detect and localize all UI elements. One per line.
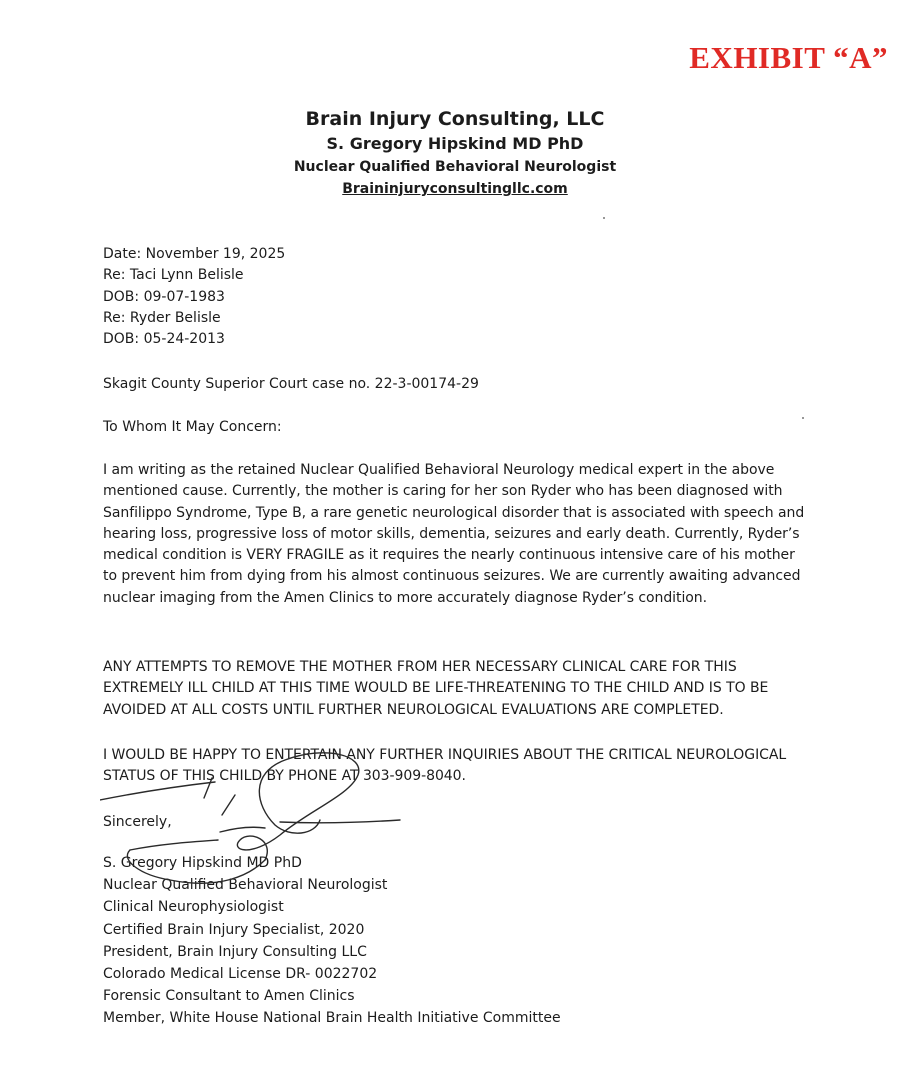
signer-credential-6: Forensic Consultant to Amen Clinics (103, 988, 355, 1005)
re-line-mother: Re: Taci Lynn Belisle (103, 267, 244, 284)
body-paragraph-2: ANY ATTEMPTS TO REMOVE THE MOTHER FROM HER NECESSARY CLINICAL CARE FOR THIS EXTREMELY ILL CHILD AT THIS TIME WOULD BE LIFE-THREATENING TO THE CHILD AND IS TO BE AVOIDED AT ALL COSTS UNTIL FURTHER NEUROLOGICAL EVALUATIONS ARE COMPLETED. (103, 659, 769, 718)
website-link[interactable]: Braininjuryconsultingllc.com (342, 181, 568, 197)
salutation: To Whom It May Concern: (103, 419, 282, 435)
case-number: Skagit County Superior Court case no. 22-3-00174-29 (103, 376, 479, 392)
signer-credential-2: Clinical Neurophysiologist (103, 899, 284, 916)
signer-credential-7: Member, White House National Brain Health Initiative Committee (103, 1010, 561, 1027)
doctor-name: S. Gregory Hipskind MD PhD (326, 134, 584, 153)
signer-credential-5: Colorado Medical License DR- 0022702 (103, 966, 378, 983)
signer-credential-3: Certified Brain Injury Specialist, 2020 (103, 921, 365, 938)
scan-speck (603, 217, 605, 219)
dob-line-child: DOB: 05-24-2013 (103, 331, 225, 348)
company-name: Brain Injury Consulting, LLC (305, 108, 605, 130)
exhibit-label: EXHIBIT “A” (689, 40, 888, 75)
letter-date: Date: November 19, 2025 (103, 246, 286, 262)
re-line-child: Re: Ryder Belisle (103, 309, 221, 326)
dob-line-mother: DOB: 09-07-1983 (103, 288, 225, 305)
body-paragraph-3: I WOULD BE HAPPY TO ENTERTAIN ANY FURTHER INQUIRIES ABOUT THE CRITICAL NEUROLOGICAL STATUS OF THIS CHILD BY PHONE AT 303-909-8040. (103, 747, 787, 785)
signature-block (103, 852, 808, 1030)
body-paragraph-1: I am writing as the retained Nuclear Qualified Behavioral Neurology medical expert in the above mentioned cause. Currently, the mother is caring for her son Ryder who has been diagnosed with Sanfilippo Syndrome, Type B, a rare genetic neurological disorder that is associated with speech and hearing loss, progressive loss of motor skills, dementia, seizures and early death. Currently, Ryder’s medical condition is VERY FRAGILE as it requires the nearly continuous intensive care of his mother to prevent him from dying from his almost continuous seizures. We are currently awaiting advanced nuclear imaging from the Amen Clinics to more accurately diagnose Ryder’s condition. (103, 462, 805, 606)
signer-name: S. Gregory Hipskind MD PhD (103, 855, 302, 871)
closing: Sincerely, (103, 814, 172, 830)
doctor-title: Nuclear Qualified Behavioral Neurologist (293, 159, 617, 175)
letterhead (0, 106, 910, 200)
signer-credential-4: President, Brain Injury Consulting LLC (103, 943, 367, 960)
letter-meta (103, 244, 808, 350)
signer-credential-1: Nuclear Qualified Behavioral Neurologist (103, 877, 388, 894)
scan-speck (802, 417, 804, 419)
